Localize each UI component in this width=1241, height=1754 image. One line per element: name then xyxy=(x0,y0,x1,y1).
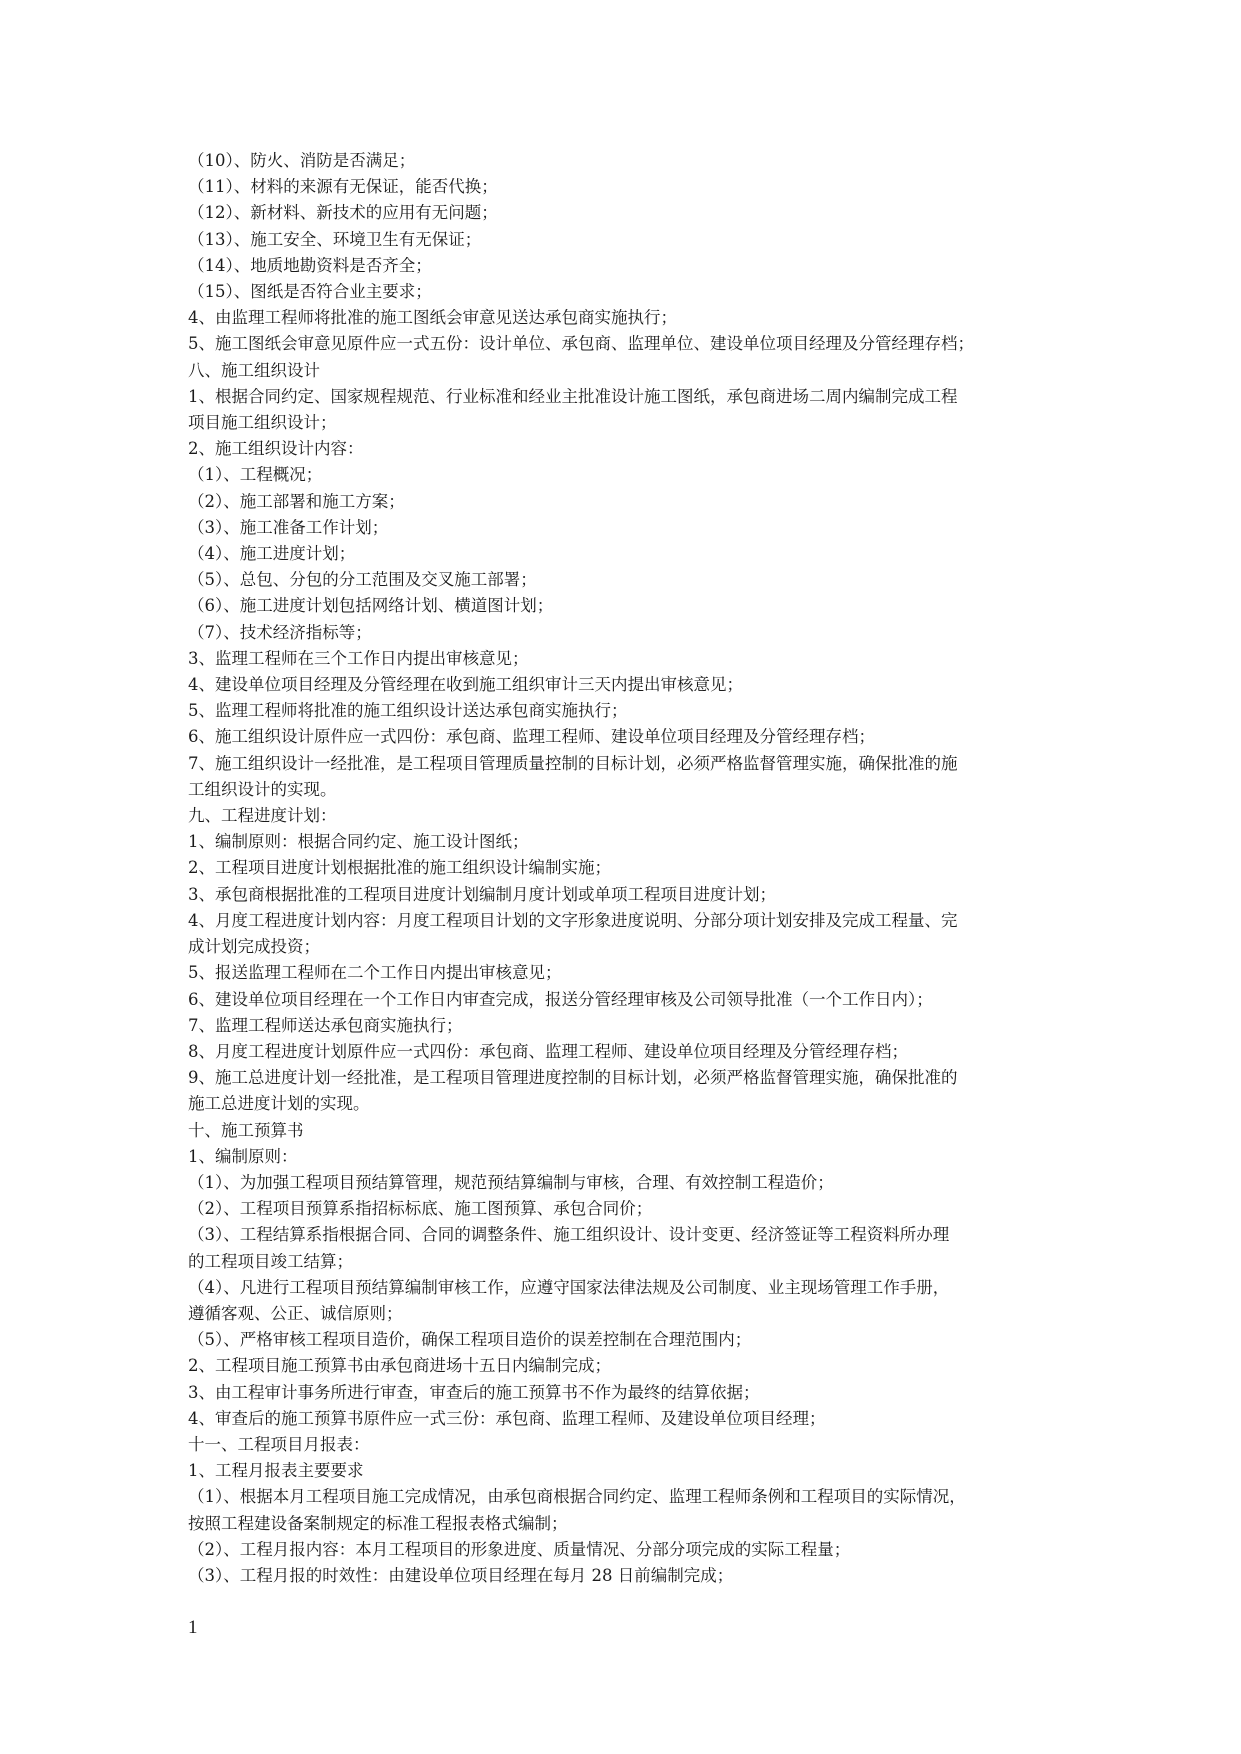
text-line: （1）、根据本月工程项目施工完成情况，由承包商根据合同约定、监理工程师条例和工程项目的实际情况， xyxy=(188,1487,966,1507)
text-line: 5、报送监理工程师在二个工作日内提出审核意见； xyxy=(188,963,562,983)
text-line: 的工程项目竣工结算； xyxy=(188,1251,353,1271)
text-line: 十、施工预算书 xyxy=(188,1120,304,1140)
text-line: 2、施工组织设计内容： xyxy=(188,439,364,459)
text-line: （2）、工程项目预算系指招标标底、施工图预算、承包合同价； xyxy=(188,1199,653,1219)
document-body xyxy=(188,148,1060,1589)
text-line: （6）、施工进度计划包括网络计划、横道图计划； xyxy=(188,596,554,616)
text-line: 遵循客观、公正、诚信原则； xyxy=(188,1303,403,1323)
text-line: 成计划完成投资； xyxy=(188,937,320,957)
text-line: （2）、工程月报内容：本月工程项目的形象进度、质量情况、分部分项完成的实际工程量； xyxy=(188,1539,851,1559)
text-line: 2、工程项目施工预算书由承包商进场十五日内编制完成； xyxy=(188,1356,611,1376)
text-line: （4）、施工进度计划； xyxy=(188,544,356,564)
text-line: （12）、新材料、新技术的应用有无问题； xyxy=(188,203,498,223)
text-line: 4、由监理工程师将批准的施工图纸会审意见送达承包商实施执行； xyxy=(188,308,677,328)
text-line: 施工总进度计划的实现。 xyxy=(188,1094,370,1114)
text-line: （4）、凡进行工程项目预结算编制审核工作，应遵守国家法律法规及公司制度、业主现场管理工作手册， xyxy=(188,1277,950,1297)
text-line: 1、编制原则：根据合同约定、施工设计图纸； xyxy=(188,832,529,852)
text-line: （11）、材料的来源有无保证，能否代换； xyxy=(188,177,498,197)
text-line: 4、建设单位项目经理及分管经理在收到施工组织审计三天内提出审核意见； xyxy=(188,675,743,695)
text-line: 1、编制原则： xyxy=(188,1146,298,1166)
text-line: 3、监理工程师在三个工作日内提出审核意见； xyxy=(188,648,529,668)
text-line: 5、监理工程师将批准的施工组织设计送达承包商实施执行； xyxy=(188,701,628,721)
text-line: 工组织设计的实现。 xyxy=(188,779,337,799)
text-line: 6、建设单位项目经理在一个工作日内审查完成，报送分管经理审核及公司领导批准（一个工作日内）； xyxy=(188,989,933,1009)
text-line: 4、审查后的施工预算书原件应一式三份：承包商、监理工程师、及建设单位项目经理； xyxy=(188,1408,826,1428)
text-line: （5）、严格审核工程项目造价，确保工程项目造价的误差控制在合理范围内； xyxy=(188,1330,752,1350)
text-line: 3、承包商根据批准的工程项目进度计划编制月度计划或单项工程项目进度计划； xyxy=(188,884,776,904)
text-line: 8、月度工程进度计划原件应一式四份：承包商、监理工程师、建设单位项目经理及分管经理存档； xyxy=(188,1041,908,1061)
text-line: 八、施工组织设计 xyxy=(188,360,320,380)
text-line: （1）、为加强工程项目预结算管理，规范预结算编制与审核，合理、有效控制工程造价； xyxy=(188,1172,834,1192)
text-line: （13）、施工安全、环境卫生有无保证； xyxy=(188,229,482,249)
text-line: 项目施工组织设计； xyxy=(188,413,337,433)
text-line: 7、施工组织设计一经批准，是工程项目管理质量控制的目标计划，必须严格监督管理实施，确保批准的施 xyxy=(188,753,958,773)
text-line: 1、工程月报表主要要求 xyxy=(188,1461,364,1481)
text-line: 5、施工图纸会审意见原件应一式五份：设计单位、承包商、监理单位、建设单位项目经理及分管经理存档； xyxy=(188,334,974,354)
text-line: 3、由工程审计事务所进行审查，审查后的施工预算书不作为最终的结算依据； xyxy=(188,1382,760,1402)
text-line: 7、监理工程师送达承包商实施执行； xyxy=(188,1015,463,1035)
text-line: （15）、图纸是否符合业主要求； xyxy=(188,282,432,302)
text-line: 4、月度工程进度计划内容：月度工程项目计划的文字形象进度说明、分部分项计划安排及完成工程量、完 xyxy=(188,910,958,930)
page-number: 1 xyxy=(188,1617,198,1638)
text-line: 按照工程建设备案制规定的标准工程报表格式编制； xyxy=(188,1513,568,1533)
text-line: 6、施工组织设计原件应一式四份：承包商、监理工程师、建设单位项目经理及分管经理存档； xyxy=(188,727,875,747)
text-line: （1）、工程概况； xyxy=(188,465,323,485)
text-line: 1、根据合同约定、国家规程规范、行业标准和经业主批准设计施工图纸，承包商进场二周内编制完成工程 xyxy=(188,386,958,406)
text-line: （7）、技术经济指标等； xyxy=(188,622,372,642)
text-line: （5）、总包、分包的分工范围及交叉施工部署； xyxy=(188,570,537,590)
text-line: 9、施工总进度计划一经批准，是工程项目管理进度控制的目标计划，必须严格监督管理实施，确保批准的 xyxy=(188,1068,958,1088)
text-line: （14）、地质地勘资料是否齐全； xyxy=(188,255,432,275)
text-line: （3）、工程结算系指根据合同、合同的调整条件、施工组织设计、设计变更、经济签证等工程资料所办理 xyxy=(188,1225,950,1245)
text-line: （3）、施工准备工作计划； xyxy=(188,517,389,537)
text-line: （3）、工程月报的时效性：由建设单位项目经理在每月 28 日前编制完成； xyxy=(188,1565,734,1585)
text-line: 2、工程项目进度计划根据批准的施工组织设计编制实施； xyxy=(188,858,611,878)
text-line: （10）、防火、消防是否满足； xyxy=(188,151,416,170)
text-line: 十一、工程项目月报表： xyxy=(188,1434,370,1454)
text-line: 九、工程进度计划： xyxy=(188,806,337,826)
text-line: （2）、施工部署和施工方案； xyxy=(188,491,405,511)
